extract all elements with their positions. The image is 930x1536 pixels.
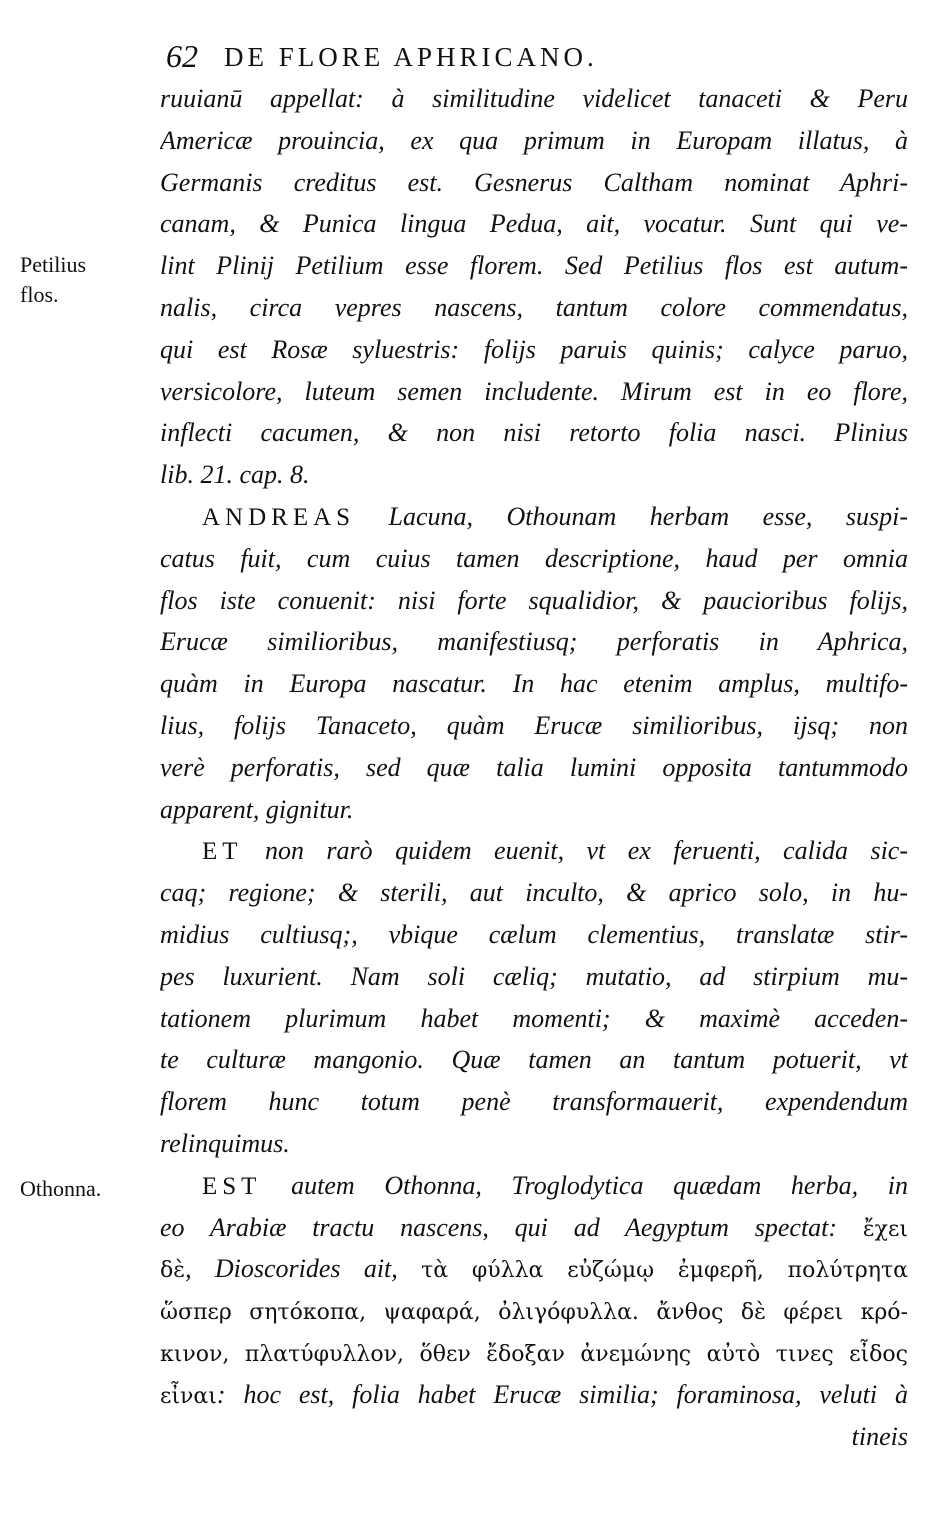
greek-text: ἔχει	[862, 1216, 908, 1242]
text-line: lius, folijs Tanaceto, quàm Erucæ similioribus, ijsq; non	[160, 710, 908, 740]
text-line: flos iste conuenit: nisi forte squalidior, & paucioribus folijs,	[160, 585, 908, 615]
text-line: nalis, circa vepres nascens, tantum colore commendatus,	[160, 292, 908, 322]
catchword: tineis	[851, 1421, 908, 1451]
margin-note-line: flos.	[20, 282, 59, 307]
body-text	[160, 78, 908, 1457]
text-line	[160, 1290, 908, 1332]
text-line	[160, 1207, 908, 1249]
greek-text: κινον, πλατύφυλλον, ὅθεν ἔδοξαν ἀνεμώνης αὐτὸ τινες εἶδος	[160, 1341, 908, 1367]
text-line: Americæ prouincia, ex qua primum in Europam illatus, à	[160, 125, 908, 155]
text-line: pes luxurient. Nam soli cæliq; mutatio, ad stirpium mu-	[160, 961, 908, 991]
small-caps-word: ET	[202, 838, 243, 866]
margin-note-othonna: Othonna.	[20, 1176, 102, 1201]
text-span: eo Arabiæ tractu nascens, qui ad Aegyptum spectat:	[160, 1212, 863, 1242]
text-line: relinquimus.	[160, 1128, 290, 1158]
small-caps-word: ANDREAS	[202, 503, 356, 531]
text-line: caq; regione; & sterili, aut inculto, & aprico solo, in hu-	[160, 878, 908, 908]
paragraph-start-line	[160, 830, 908, 872]
text-line: ruuianū appellat: à similitudine videlicet tanaceti & Peru	[160, 84, 908, 113]
text-line	[160, 1248, 908, 1290]
page-header	[160, 38, 900, 78]
text-span: non rarò quidem euenit, vt ex feruenti, calida sic-	[242, 836, 908, 866]
greek-text: εἶναι	[160, 1383, 217, 1409]
margin-note-petilius	[20, 250, 86, 310]
text-line	[160, 1332, 908, 1374]
text-span: , Dioscorides ait,	[185, 1254, 422, 1284]
page-number: 62	[166, 38, 198, 74]
margin-note-line: Petilius	[20, 252, 87, 277]
text-line: tationem plurimum habet momenti; & maximè acceden-	[160, 1003, 908, 1033]
text-span: Lacuna, Othounam herbam esse, suspi-	[355, 501, 908, 531]
text-line: verè perforatis, sed quæ talia lumini opposita tantummodo	[160, 752, 908, 782]
text-line: Erucæ similioribus, manifestiusq; perforatis in Aphrica,	[160, 627, 908, 657]
text-span: : hoc est, folia habet Erucæ similia; foraminosa, veluti à	[216, 1379, 908, 1409]
text-line: versicolore, luteum semen includente. Mirum est in eo flore,	[160, 376, 908, 406]
text-line: apparent, gignitur.	[160, 794, 354, 824]
text-line: te culturæ mangonio. Quæ tamen an tantum potuerit, vt	[160, 1045, 908, 1075]
text-line: quàm in Europa nascatur. In hac etenim amplus, multifo-	[160, 669, 908, 699]
text-line: Germanis creditus est. Gesnerus Caltham nominat Aphri-	[160, 167, 908, 197]
paragraph-start-line	[160, 496, 908, 538]
text-line: inflecti cacumen, & non nisi retorto folia nasci. Plinius	[160, 418, 908, 448]
greek-text: ὥσπερ σητόκοπα, ψαφαρά, ὀλιγόφυλλα. ἄνθος δὲ φέρει κρό-	[160, 1300, 908, 1326]
text-line: florem hunc totum penè transformauerit, expendendum	[160, 1087, 908, 1117]
text-line: midius cultiusq;, vbique cælum clementius, translatæ stir-	[160, 919, 908, 949]
text-line: qui est Rosæ syluestris: folijs paruis quinis; calyce paruo,	[160, 334, 908, 364]
text-line: catus fuit, cum cuius tamen descriptione, haud per omnia	[160, 543, 908, 573]
text-span: autem Othonna, Troglodytica quædam herba, in	[261, 1170, 908, 1200]
text-line	[160, 1374, 908, 1416]
text-line: lint Plinij Petilium esse florem. Sed Petilius flos est autum-	[160, 251, 908, 281]
paragraph-start-line	[160, 1165, 908, 1207]
text-line: lib. 21. cap. 8.	[160, 460, 310, 490]
greek-text: δὲ	[160, 1258, 186, 1284]
greek-text: τὰ φύλλα εὐζώμῳ ἐμφερῆ, πολύτρητα	[421, 1258, 908, 1284]
small-caps-word: EST	[202, 1172, 262, 1200]
text-line: canam, & Punica lingua Pedua, ait, vocatur. Sunt qui ve-	[160, 209, 908, 239]
running-title: DE FLORE APHRICANO.	[224, 42, 598, 72]
